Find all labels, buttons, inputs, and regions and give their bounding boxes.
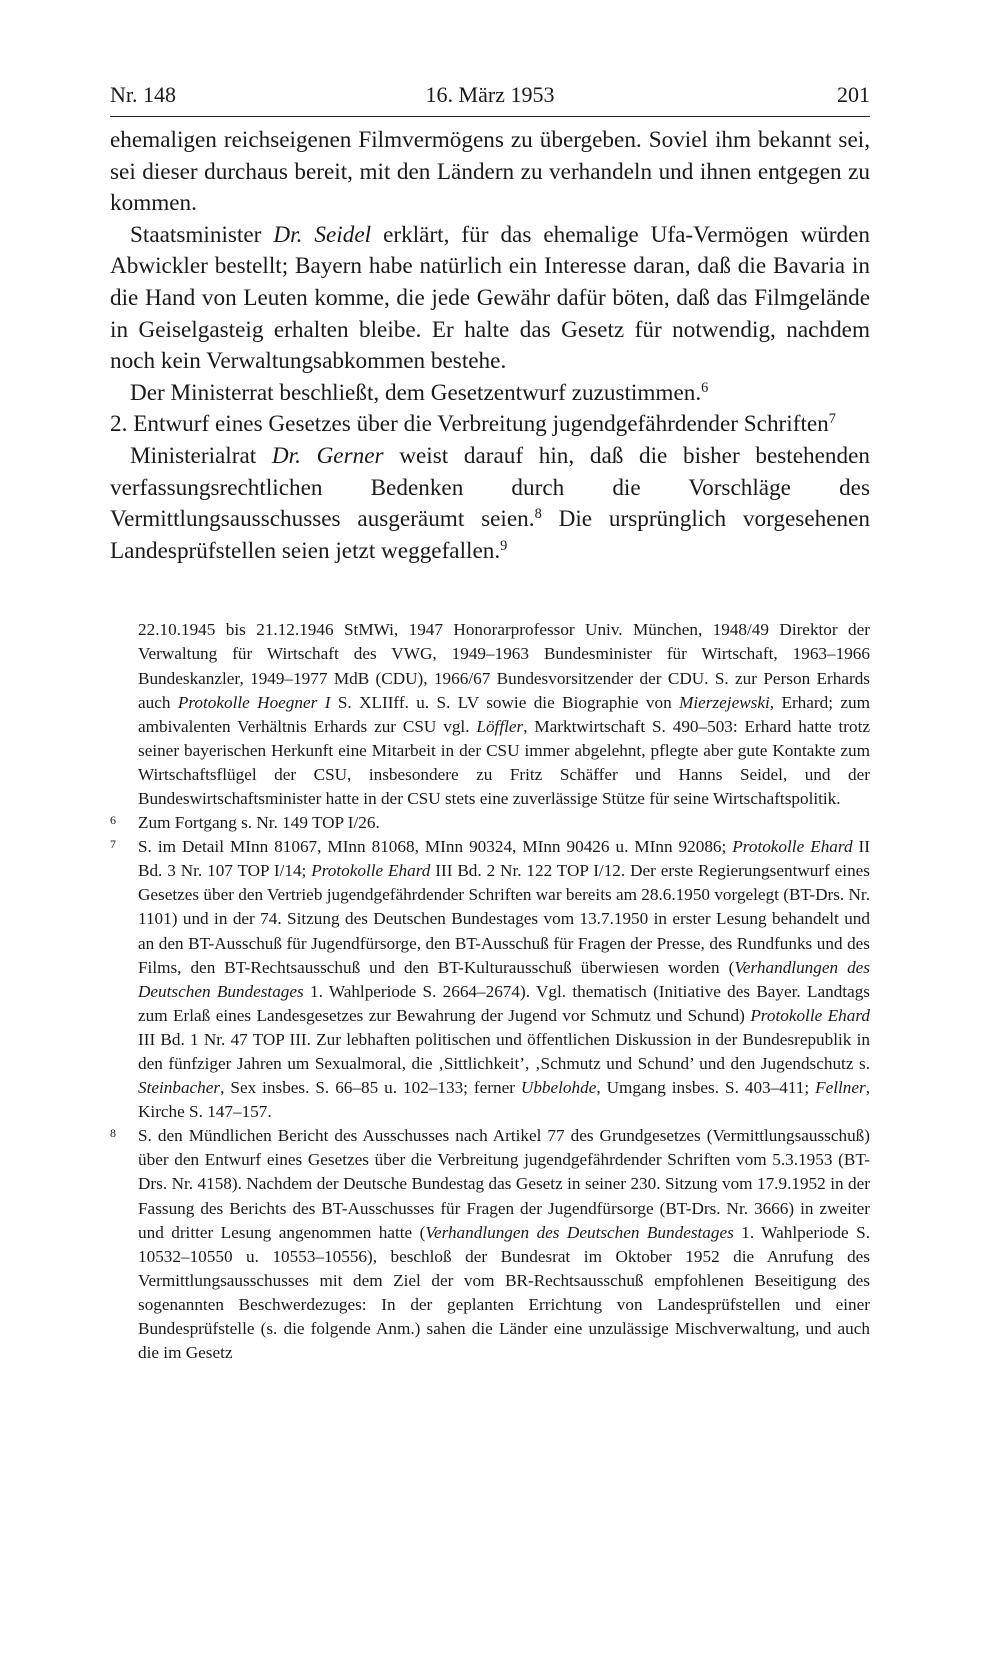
running-header	[110, 80, 870, 117]
paragraph-1: ehemaligen reichseigenen Filmvermögens zu übergeben. Soviel ihm bekannt sei, sei dieser durchaus bereit, mit den Ländern zu verhandeln und ihnen entgegen zu kommen.	[110, 127, 870, 217]
footnotes	[110, 618, 870, 1365]
person-name: Dr. Gerner	[271, 442, 384, 469]
paragraph-2: Staatsminister Dr. Seidel erklärt, für das ehemalige Ufa-Vermögen würden Abwickler bestellt; Bayern habe natürlich ein Interesse daran, daß die Bavaria in die Hand von Leuten komme, die jede Gewähr dafür böten, daß das Filmgelände in Geiselgasteig erhalten bleibe. Er halte das Gesetz für notwendig, nachdem noch kein Verwaltungsabkommen bestehe.	[110, 221, 870, 375]
document-page	[110, 80, 870, 1365]
person-name: Dr. Seidel	[273, 221, 372, 248]
header-date: 16. März 1953	[425, 82, 555, 107]
agenda-item-2: 2. Entwurf eines Gesetzes über die Verbreitung jugendgefährdender Schriften$^7$	[110, 411, 836, 438]
footnote-number: 6	[110, 813, 116, 828]
document-number: Nr. 148	[110, 82, 176, 107]
footnote-7: 7 S. im Detail MInn 81067, MInn 81068, MInn 90324, MInn 90426 u. MInn 92086; Protokolle Ehard II Bd. 3 Nr. 107 TOP I/14; Protokolle Ehard III Bd. 2 Nr. 122 TOP I/12. Der erste Regierungsentwurf eines Gesetzes über den Vertrieb jugendgefährdender Schriften war bereits am 28.6.1950 vorgelegt (BT-Drs. Nr. 1101) und in der 74. Sitzung des Deutschen Bundestages vom 13.7.1950 in erster Lesung behandelt und an den BT-Ausschuß für Jugendfürsorge, den BT-Ausschuß für Fragen der Presse, des Rundfunks und des Films, den BT-Rechtsausschuß und den BT-Kulturausschuß überwiesen worden (Verhandlungen des Deutschen Bundestages 1. Wahlperiode S. 2664–2674). Vgl. thematisch (Initiative des Bayer. Landtags zum Erlaß eines Landesgesetzes zur Bewahrung der Jugend vor Schmutz und Schund) Protokolle Ehard III Bd. 1 Nr. 47 TOP III. Zur lebhaften politischen und öffentlichen Diskussion in der Bundesrepublik in den fünfziger Jahren um Sexualmoral, die ‚Sittlichkeit’, ‚Schmutz und Schund’ und den Jugendschutz s. Steinbacher, Sex insbes. S. 66–85 u. 102–133; ferner Ubbelohde, Umgang insbes. S. 403–411; Fellner, Kirche S. 147–157.	[110, 837, 871, 1122]
footnote-ref-6: 6	[701, 379, 709, 396]
footnote-number: 8	[110, 1126, 116, 1141]
footnote-6: 6 Zum Fortgang s. Nr. 149 TOP I/26.	[110, 813, 380, 833]
footnote-ref-9: 9	[500, 537, 508, 554]
footnote-continued: 22.10.1945 bis 21.12.1946 StMWi, 1947 Honorarprofessor Univ. München, 1948/49 Direktor der Verwaltung für Wirtschaft des VWG, 1949–1963 Bundesminister für Wirtschaft, 1963–1966 Bundeskanzler, 1949–1977 MdB (CDU), 1966/67 Bundesvorsitzender der CDU. S. zur Person Erhards auch Protokolle Hoegner I S. XLIIff. u. S. LV sowie die Biographie von Mierzejewski, Erhard; zum ambivalenten Verhältnis Erhards zur CSU vgl. Löffler, Marktwirtschaft S. 490–503: Erhard hatte trotz seiner bayerischen Herkunft eine Mitarbeit in der CSU immer abgelehnt, pflegte aber gute Kontakte zum Wirtschaftsflügel der CSU, insbesondere zu Fritz Schäffer und Hanns Seidel, und der Bundeswirtschaftsminister hatte in der CSU stets eine zuverlässige Stütze für seine Wirtschaftspolitik.	[138, 620, 870, 808]
main-text	[110, 125, 870, 567]
footnote-number: 7	[110, 837, 116, 852]
footnote-ref-8: 8	[534, 506, 542, 523]
footnote-8: 8 S. den Mündlichen Bericht des Ausschusses nach Artikel 77 des Grundgesetzes (Vermittlungsausschuß) über den Entwurf eines Gesetzes über die Verbreitung jugendgefährdender Schriften vom 5.3.1953 (BT-Drs. Nr. 4158). Nachdem der Deutsche Bundestag das Gesetz in seiner 230. Sitzung vom 17.9.1952 in der Fassung des Berichts des BT-Ausschusses für Fragen der Jugendfürsorge (BT-Drs. Nr. 3666) in zweiter und dritter Lesung angenommen hatte (Verhandlungen des Deutschen Bundestages 1. Wahlperiode S. 10532–10550 u. 10553–10556), beschloß der Bundesrat im Oktober 1952 die Anrufung des Vermittlungsausschusses mit dem Ziel der vom BR-Rechtsausschuß empfohlenen Beseitigung des sogenannten Beschwerdezuges: In der geplanten Errichtung von Landesprüfstellen und einer Bundesprüfstelle (s. die folgende Anm.) sahen die Länder eine unzulässige Mischverwaltung, und auch die im Gesetz	[110, 1126, 870, 1363]
page-number: 201	[837, 82, 870, 107]
paragraph-5: Ministerialrat Dr. Gerner weist darauf hin, daß die bisher bestehenden verfassungsrechtlichen Bedenken durch die Vorschläge des Vermittlungsausschusses ausgeräumt seien.$^8$ Die ursprünglich vorgesehenen Landesprüfstellen seien jetzt weggefallen.$^9$	[110, 442, 870, 564]
footnote-ref-7: 7	[828, 411, 836, 428]
paragraph-3: Der Ministerrat beschließt, dem Gesetzentwurf zuzustimmen.$^6$	[130, 379, 709, 406]
